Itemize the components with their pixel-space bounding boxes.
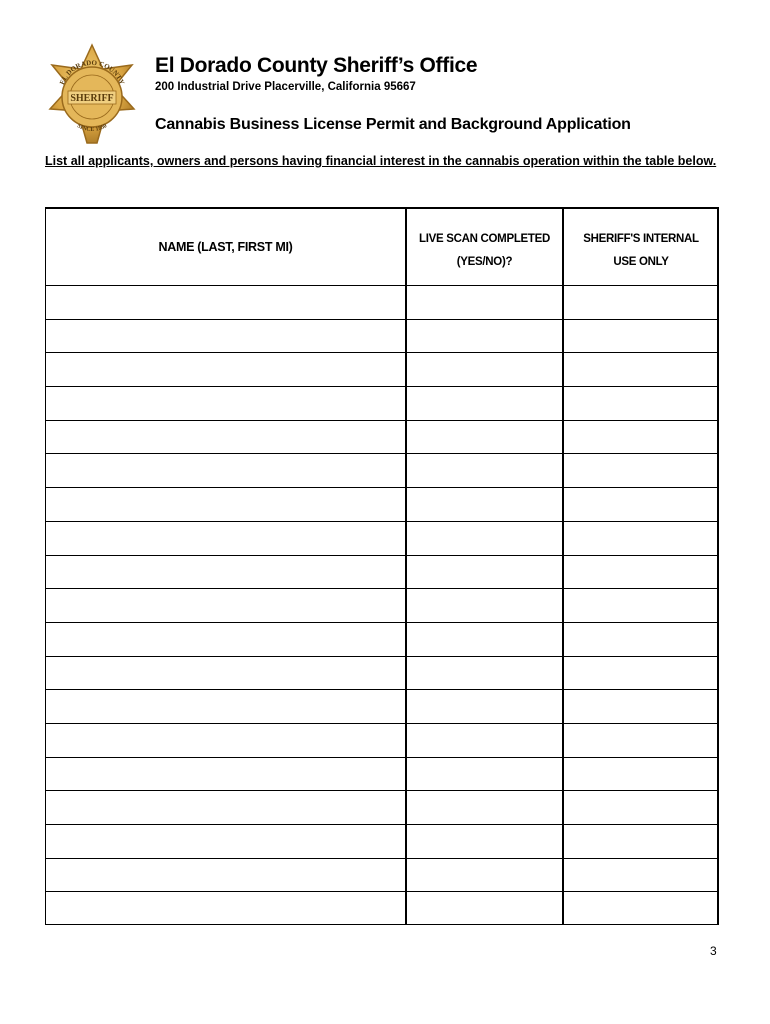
- live-scan-cell[interactable]: [405, 522, 562, 555]
- live-scan-cell[interactable]: [405, 286, 562, 319]
- name-cell[interactable]: [46, 522, 405, 555]
- sheriff-badge-logo: [42, 43, 142, 148]
- sheriff-use-cell[interactable]: [562, 387, 717, 420]
- table-row: [46, 488, 717, 522]
- organization-address: 200 Industrial Drive Placerville, California 95667: [155, 81, 416, 93]
- table-row: [46, 724, 717, 758]
- live-scan-cell[interactable]: [405, 454, 562, 487]
- table-row: [46, 454, 717, 488]
- applicants-table: [45, 207, 719, 925]
- live-scan-cell[interactable]: [405, 690, 562, 723]
- live-scan-cell[interactable]: [405, 589, 562, 622]
- sheriff-use-cell[interactable]: [562, 859, 717, 892]
- live-scan-cell[interactable]: [405, 556, 562, 589]
- table-row: [46, 286, 717, 320]
- column-header-sheriff-use: SHERIFF'S INTERNAL USE ONLY: [583, 233, 699, 268]
- sheriff-use-cell[interactable]: [562, 320, 717, 353]
- name-cell[interactable]: [46, 623, 405, 656]
- name-cell[interactable]: [46, 724, 405, 757]
- sheriff-use-cell[interactable]: [562, 556, 717, 589]
- name-cell[interactable]: [46, 454, 405, 487]
- table-row: [46, 657, 717, 691]
- column-header-live-scan: LIVE SCAN COMPLETED (YES/NO)?: [418, 233, 551, 268]
- svg-text:EL DORADO COUNTY: EL DORADO COUNTY: [58, 58, 126, 86]
- svg-text:SHERIFF: SHERIFF: [70, 93, 114, 104]
- table-row: [46, 825, 717, 859]
- table-body: [46, 286, 717, 924]
- table-row: [46, 758, 717, 792]
- sheriff-use-cell[interactable]: [562, 522, 717, 555]
- name-cell[interactable]: [46, 758, 405, 791]
- live-scan-cell[interactable]: [405, 724, 562, 757]
- name-cell[interactable]: [46, 286, 405, 319]
- live-scan-cell[interactable]: [405, 791, 562, 824]
- table-row: [46, 859, 717, 893]
- table-row: [46, 387, 717, 421]
- name-cell[interactable]: [46, 353, 405, 386]
- live-scan-cell[interactable]: [405, 387, 562, 420]
- organization-title: El Dorado County Sheriff’s Office: [155, 54, 478, 77]
- column-header-name: NAME (LAST, FIRST MI): [158, 240, 293, 254]
- table-row: [46, 353, 717, 387]
- form-title: Cannabis Business License Permit and Background Application: [155, 116, 631, 133]
- page-number: 3: [710, 944, 717, 958]
- table-row: [46, 522, 717, 556]
- sheriff-use-cell[interactable]: [562, 488, 717, 521]
- column-divider: [562, 209, 564, 924]
- table-row: [46, 556, 717, 590]
- sheriff-use-cell[interactable]: [562, 791, 717, 824]
- name-cell[interactable]: [46, 825, 405, 858]
- live-scan-cell[interactable]: [405, 320, 562, 353]
- sheriff-use-cell[interactable]: [562, 657, 717, 690]
- name-cell[interactable]: [46, 892, 405, 926]
- sheriff-use-cell[interactable]: [562, 589, 717, 622]
- form-instructions: List all applicants, owners and persons having financial interest in the cannabis operation within the table below.: [45, 154, 717, 168]
- live-scan-cell[interactable]: [405, 421, 562, 454]
- sheriff-use-cell[interactable]: [562, 724, 717, 757]
- sheriff-use-cell[interactable]: [562, 286, 717, 319]
- table-row: [46, 892, 717, 926]
- table-row: [46, 623, 717, 657]
- table-row: [46, 421, 717, 455]
- svg-text:SINCE 1850: SINCE 1850: [75, 123, 109, 134]
- live-scan-cell[interactable]: [405, 623, 562, 656]
- sheriff-use-cell[interactable]: [562, 690, 717, 723]
- live-scan-cell[interactable]: [405, 859, 562, 892]
- live-scan-cell[interactable]: [405, 758, 562, 791]
- sheriff-use-cell[interactable]: [562, 623, 717, 656]
- sheriff-use-cell[interactable]: [562, 421, 717, 454]
- table-row: [46, 791, 717, 825]
- sheriff-use-cell[interactable]: [562, 758, 717, 791]
- name-cell[interactable]: [46, 320, 405, 353]
- name-cell[interactable]: [46, 488, 405, 521]
- name-cell[interactable]: [46, 589, 405, 622]
- sheriff-use-cell[interactable]: [562, 825, 717, 858]
- name-cell[interactable]: [46, 387, 405, 420]
- name-cell[interactable]: [46, 421, 405, 454]
- column-divider: [405, 209, 407, 924]
- table-header-row: [46, 209, 717, 286]
- live-scan-cell[interactable]: [405, 657, 562, 690]
- name-cell[interactable]: [46, 859, 405, 892]
- name-cell[interactable]: [46, 657, 405, 690]
- table-row: [46, 320, 717, 354]
- table-row: [46, 690, 717, 724]
- live-scan-cell[interactable]: [405, 353, 562, 386]
- table-row: [46, 589, 717, 623]
- name-cell[interactable]: [46, 556, 405, 589]
- sheriff-use-cell[interactable]: [562, 353, 717, 386]
- live-scan-cell[interactable]: [405, 892, 562, 926]
- sheriff-use-cell[interactable]: [562, 454, 717, 487]
- live-scan-cell[interactable]: [405, 825, 562, 858]
- live-scan-cell[interactable]: [405, 488, 562, 521]
- name-cell[interactable]: [46, 791, 405, 824]
- name-cell[interactable]: [46, 690, 405, 723]
- sheriff-use-cell[interactable]: [562, 892, 717, 926]
